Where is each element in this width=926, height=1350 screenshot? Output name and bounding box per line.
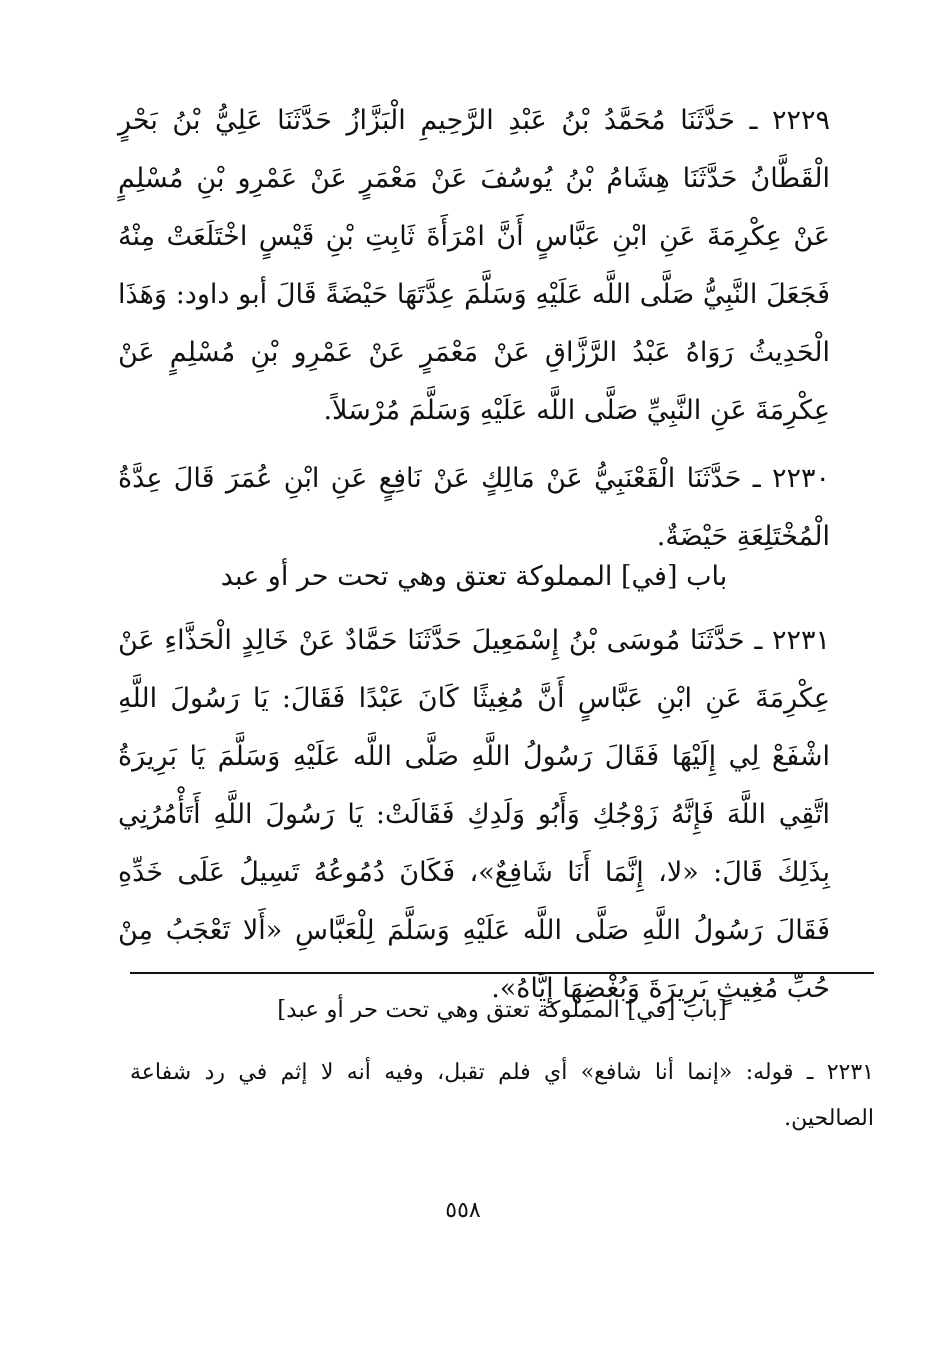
hadith-2231: ٢٢٣١ ـ حَدَّثَنَا مُوسَى بْنُ إِسْمَعِيلَ حَدَّثَنَا حَمَّادٌ عَنْ خَالِدٍ الْحَذَّاءِ عَنْ عِكْرِمَةَ عَنِ ابْنِ عَبَّاسٍ أَنَّ مُغِيثًا كَانَ عَبْدًا فَقَالَ: يَا رَسُولَ اللَّهِ اشْفَعْ لِي إِلَيْهَا فَقَالَ رَسُولُ اللَّهِ صَلَّى اللَّه عَلَيْهِ وَسَلَّمَ يَا بَرِيرَةُ اتَّقِي اللَّهَ فَإِنَّهُ زَوْجُكِ وَأَبُو وَلَدِكِ فَقَالَتْ: يَا رَسُولَ اللَّهِ أَتَأْمُرُنِي بِذَلِكَ قَالَ: «لا، إِنَّمَا أَنَا شَافِعٌ»، فَكَانَ دُمُوعُهُ تَسِيلُ عَلَى خَدِّهِ فَقَالَ رَسُولُ اللَّهِ صَلَّى اللَّه عَلَيْهِ وَسَلَّمَ لِلْعَبَّاسِ «أَلا تَعْجَبُ مِنْ حُبِّ مُغِيثٍ بَرِيرَةَ وَبُغْضِهَا إِيَّاهُ».	[118, 625, 830, 1004]
chapter-heading: باب [في] المملوكة تعتق وهي تحت حر أو عبد	[220, 561, 728, 592]
footnote-heading: [باب [في] المملوكة تعتق وهي تحت حر أو عبد]	[277, 997, 727, 1023]
hadith-2230: ٢٢٣٠ ـ حَدَّثَنَا الْقَعْنَبِيُّ عَنْ مَالِكٍ عَنْ نَافِعٍ عَنِ ابْنِ عُمَرَ قَالَ عِدَّةُ الْمُخْتَلِعَةِ حَيْضَةٌ.	[118, 463, 830, 552]
footnote-divider	[130, 972, 874, 974]
hadith-2229: ٢٢٢٩ ـ حَدَّثَنَا مُحَمَّدُ بْنُ عَبْدِ الرَّحِيمِ الْبَزَّازُ حَدَّثَنَا عَلِيُّ بْنُ بَحْرٍ الْقَطَّانُ حَدَّثَنَا هِشَامُ بْنُ يُوسُفَ عَنْ مَعْمَرٍ عَنْ عَمْرِو بْنِ مُسْلِمٍ عَنْ عِكْرِمَةَ عَنِ ابْنِ عَبَّاسٍ أَنَّ امْرَأَةَ ثَابِتِ بْنِ قَيْسٍ اخْتَلَعَتْ مِنْهُ فَجَعَلَ النَّبِيُّ صَلَّى اللَّه عَلَيْهِ وَسَلَّمَ عِدَّتَهَا حَيْضَةً قَالَ أبو داود: وَهَذَا الْحَدِيثُ رَوَاهُ عَبْدُ الرَّزَّاقِ عَنْ مَعْمَرٍ عَنْ عَمْرِو بْنِ مُسْلِمٍ عَنْ عِكْرِمَةَ عَنِ النَّبِيِّ صَلَّى اللَّه عَلَيْهِ وَسَلَّمَ مُرْسَلاً.	[118, 105, 830, 426]
footnote-text: ٢٢٣١ ـ قوله: «إنما أنا شافع» أي فلم تقبل، وفيه أنه لا إثم في رد شفاعة الصالحين.	[130, 1060, 874, 1131]
main-text	[118, 92, 830, 576]
page-number: ٥٥٨	[445, 1198, 481, 1223]
